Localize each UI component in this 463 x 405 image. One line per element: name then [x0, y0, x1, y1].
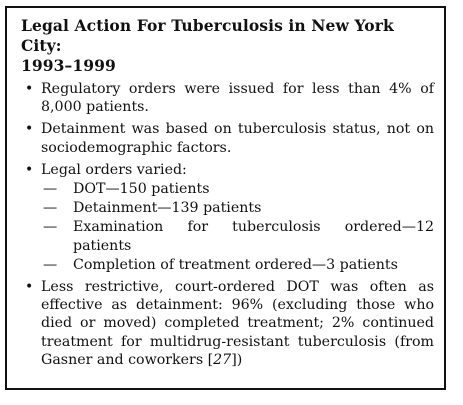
box-title — [21, 16, 434, 76]
bullet-item-regulatory-orders — [21, 80, 434, 116]
box-title-line1: Legal Action For Tuberculosis in New York City: — [21, 16, 394, 55]
bullet-text: Regulatory orders were issued for less than 4% of 8,000 patients. — [41, 81, 434, 116]
dash-icon: — — [43, 200, 58, 217]
citation-reference: 27 — [213, 351, 232, 368]
sub-item-text: Detainment—139 patients — [73, 200, 262, 217]
bullet-icon: • — [25, 81, 34, 97]
sub-item-text: DOT—150 patients — [73, 181, 210, 198]
bullet-text — [41, 279, 434, 368]
bullet-text: Legal orders varied: — [41, 161, 187, 178]
bullet-icon: • — [25, 279, 34, 296]
sub-list — [41, 180, 434, 274]
dash-icon: — — [43, 181, 58, 198]
bullet-icon: • — [25, 161, 34, 178]
bullet-text-tail: ]) — [231, 351, 243, 368]
box-title-line2: 1993–1999 — [21, 56, 116, 75]
dash-icon: — — [43, 256, 58, 273]
sub-item-text: Completion of treatment ordered—3 patients — [73, 256, 398, 273]
bullet-text-main: Less restrictive, court-ordered DOT was often as effective as detainment: 96% (excluding those who died or moved) completed treatment; 2% continued treatment for multidrug-resistant tuberculosis (from Gasner and coworkers [ — [41, 279, 434, 368]
sub-item-examination — [41, 218, 434, 254]
bullet-icon: • — [25, 121, 34, 138]
bullet-text: Detainment was based on tuberculosis status, not on sociodemographic factors. — [41, 121, 434, 156]
sub-item-dot — [41, 180, 434, 198]
sub-item-detainment — [41, 199, 434, 217]
sub-item-text: Examination for tuberculosis ordered—12 patients — [73, 219, 434, 254]
bullet-item-detainment-basis — [21, 120, 434, 156]
sub-item-completion — [41, 256, 434, 274]
dash-icon: — — [43, 219, 58, 236]
sidebar-box — [5, 6, 446, 390]
bullet-item-court-ordered-dot — [21, 278, 434, 369]
bullet-item-legal-orders — [21, 161, 434, 274]
bullet-list — [21, 80, 434, 369]
